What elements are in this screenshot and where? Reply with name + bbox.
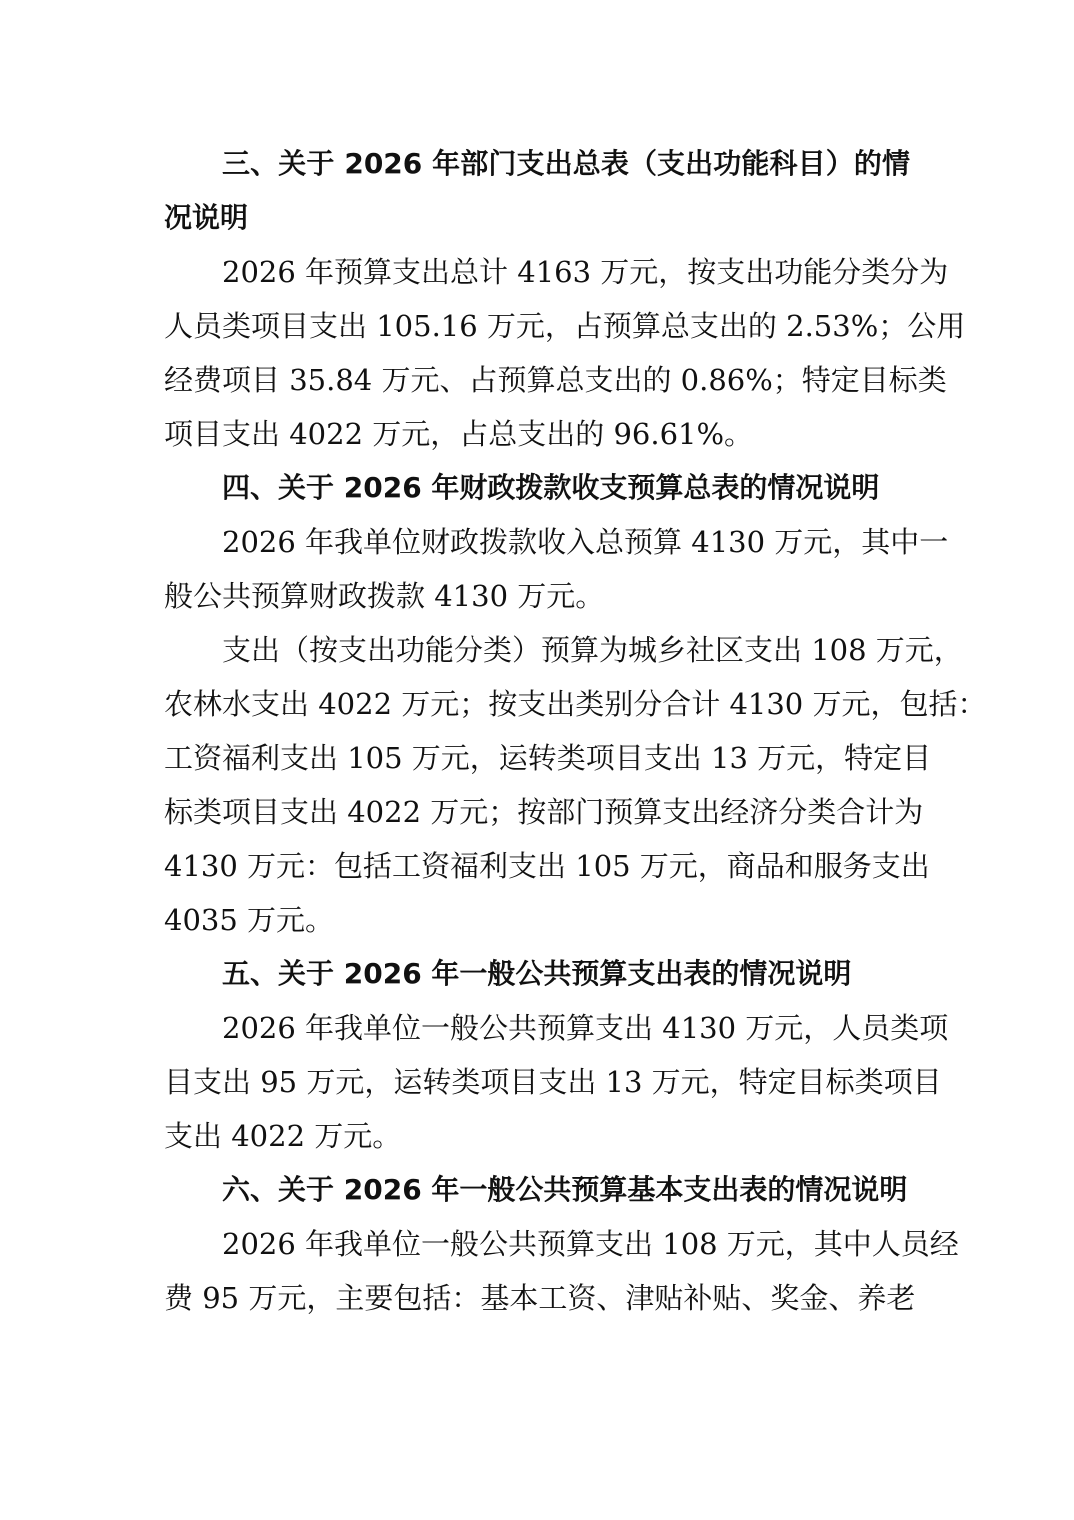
paragraph-line: 农林水支出 4022 万元；按支出类别分合计 4130 万元，包括： xyxy=(164,687,987,721)
section-heading: 三、关于 2026 年部门支出总表（支出功能科目）的情 xyxy=(222,147,910,180)
paragraph-line: 2026 年我单位一般公共预算支出 108 万元，其中人员经 xyxy=(222,1227,959,1261)
paragraph-line: 4130 万元：包括工资福利支出 105 万元，商品和服务支出 xyxy=(164,849,930,883)
paragraph-line: 支出（按支出功能分类）预算为城乡社区支出 108 万元， xyxy=(222,633,963,667)
paragraph-line: 支出 4022 万元。 xyxy=(164,1119,402,1153)
section-heading: 六、关于 2026 年一般公共预算基本支出表的情况说明 xyxy=(222,1173,908,1206)
paragraph-line: 2026 年预算支出总计 4163 万元，按支出功能分类分为 xyxy=(222,255,949,289)
section-heading: 五、关于 2026 年一般公共预算支出表的情况说明 xyxy=(222,957,852,990)
paragraph-line: 2026 年我单位一般公共预算支出 4130 万元，人员类项 xyxy=(222,1011,949,1045)
paragraph-line: 工资福利支出 105 万元，运转类项目支出 13 万元，特定目 xyxy=(164,741,932,775)
paragraph-line: 4035 万元。 xyxy=(164,903,335,937)
paragraph-line: 目支出 95 万元，运转类项目支出 13 万元，特定目标类项目 xyxy=(164,1065,942,1099)
section-heading: 四、关于 2026 年财政拨款收支预算总表的情况说明 xyxy=(222,471,880,504)
paragraph-line: 标类项目支出 4022 万元；按部门预算支出经济分类合计为 xyxy=(164,795,924,829)
paragraph-line: 费 95 万元，主要包括：基本工资、津贴补贴、奖金、养老 xyxy=(164,1281,916,1315)
paragraph-line: 般公共预算财政拨款 4130 万元。 xyxy=(164,579,605,613)
paragraph-line: 经费项目 35.84 万元、占预算总支出的 0.86%；特定目标类 xyxy=(164,363,947,397)
section-heading: 况说明 xyxy=(164,201,249,234)
paragraph-line: 人员类项目支出 105.16 万元，占预算总支出的 2.53%；公用 xyxy=(164,309,966,343)
paragraph-line: 项目支出 4022 万元，占总支出的 96.61%。 xyxy=(164,417,754,451)
paragraph-line: 2026 年我单位财政拨款收入总预算 4130 万元，其中一 xyxy=(222,525,949,559)
